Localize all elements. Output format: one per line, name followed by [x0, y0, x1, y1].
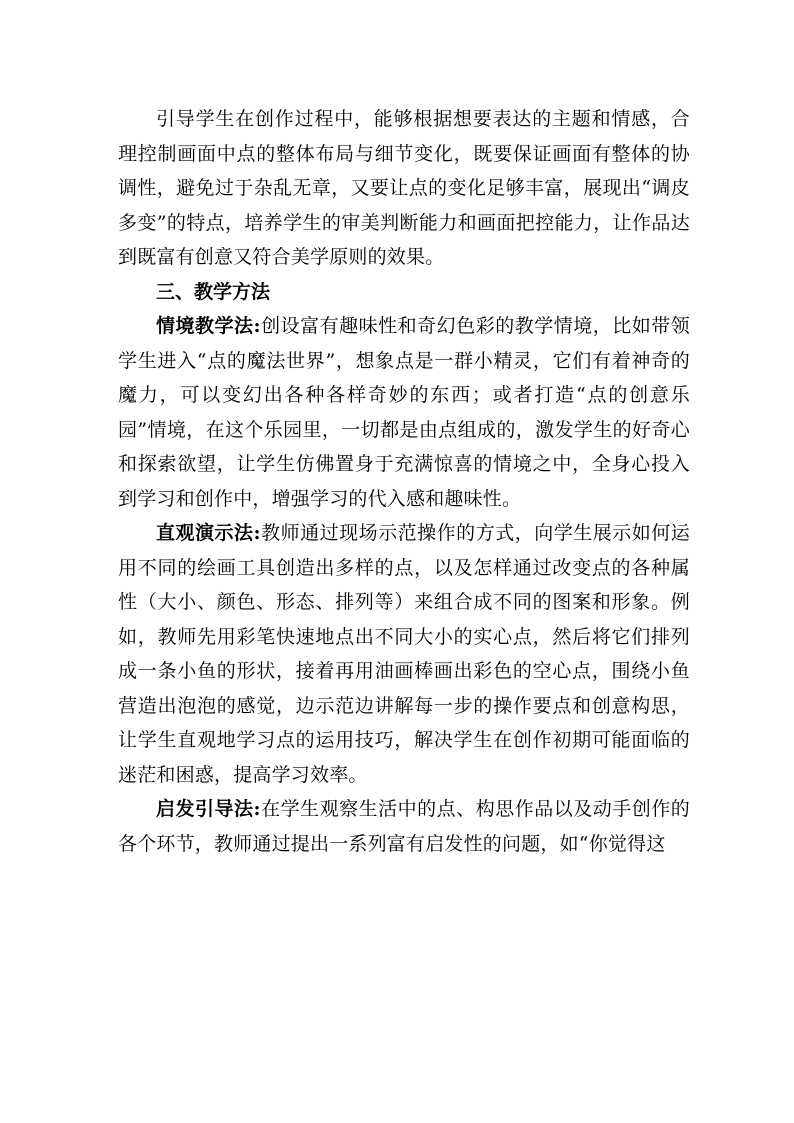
method-paragraph-inspiration — [118, 792, 690, 861]
document-page — [118, 102, 690, 861]
method-text-inspiration: 在学生观察生活中的点、构思作品以及动手创作的各个环节，教师通过提出一系列富有启发性的问题，如“你觉得这 — [118, 798, 690, 855]
section-heading-teaching-methods: 三、教学方法 — [156, 280, 271, 303]
method-paragraph-situational — [118, 309, 690, 516]
intro-paragraph: 引导学生在创作过程中，能够根据想要表达的主题和情感，合理控制画面中点的整体布局与细节变化，既要保证画面有整体的协调性，避免过于杂乱无章，又要让点的变化足够丰富，展现出“调皮多变”的特点，培养学生的审美判断能力和画面把控能力，让作品达到既富有创意又符合美学原则的效果。 — [118, 108, 690, 268]
method-lead-situational: 情境教学法: — [156, 315, 261, 337]
method-lead-inspiration: 启发引导法: — [156, 798, 261, 820]
method-text-situational: 创设富有趣味性和奇幻色彩的教学情境，比如带领学生进入“点的魔法世界”，想象点是一群小精灵，它们有着神奇的魔力，可以变幻出各种各样奇妙的东西；或者打造“点的创意乐园”情境，在这个乐园里，一切都是由点组成的，激发学生的好奇心和探索欲望，让学生仿佛置身于充满惊喜的情境之中，全身心投入到学习和创作中，增强学习的代入感和趣味性。 — [118, 315, 690, 510]
method-text-demonstration: 教师通过现场示范操作的方式，向学生展示如何运用不同的绘画工具创造出多样的点，以及怎样通过改变点的各种属性（大小、颜色、形态、排列等）来组合成不同的图案和形象。例如，教师先用彩笔快速地点出不同大小的实心点，然后将它们排列成一条小鱼的形状，接着再用油画棒画出彩色的空心点，围绕小鱼营造出泡泡的感觉，边示范边讲解每一步的操作要点和创意构思，让学生直观地学习点的运用技巧，解决学生在创作初期可能面临的迷茫和困惑，提高学习效率。 — [118, 522, 690, 786]
method-paragraph-demonstration — [118, 516, 690, 792]
method-lead-demonstration: 直观演示法: — [156, 522, 261, 544]
